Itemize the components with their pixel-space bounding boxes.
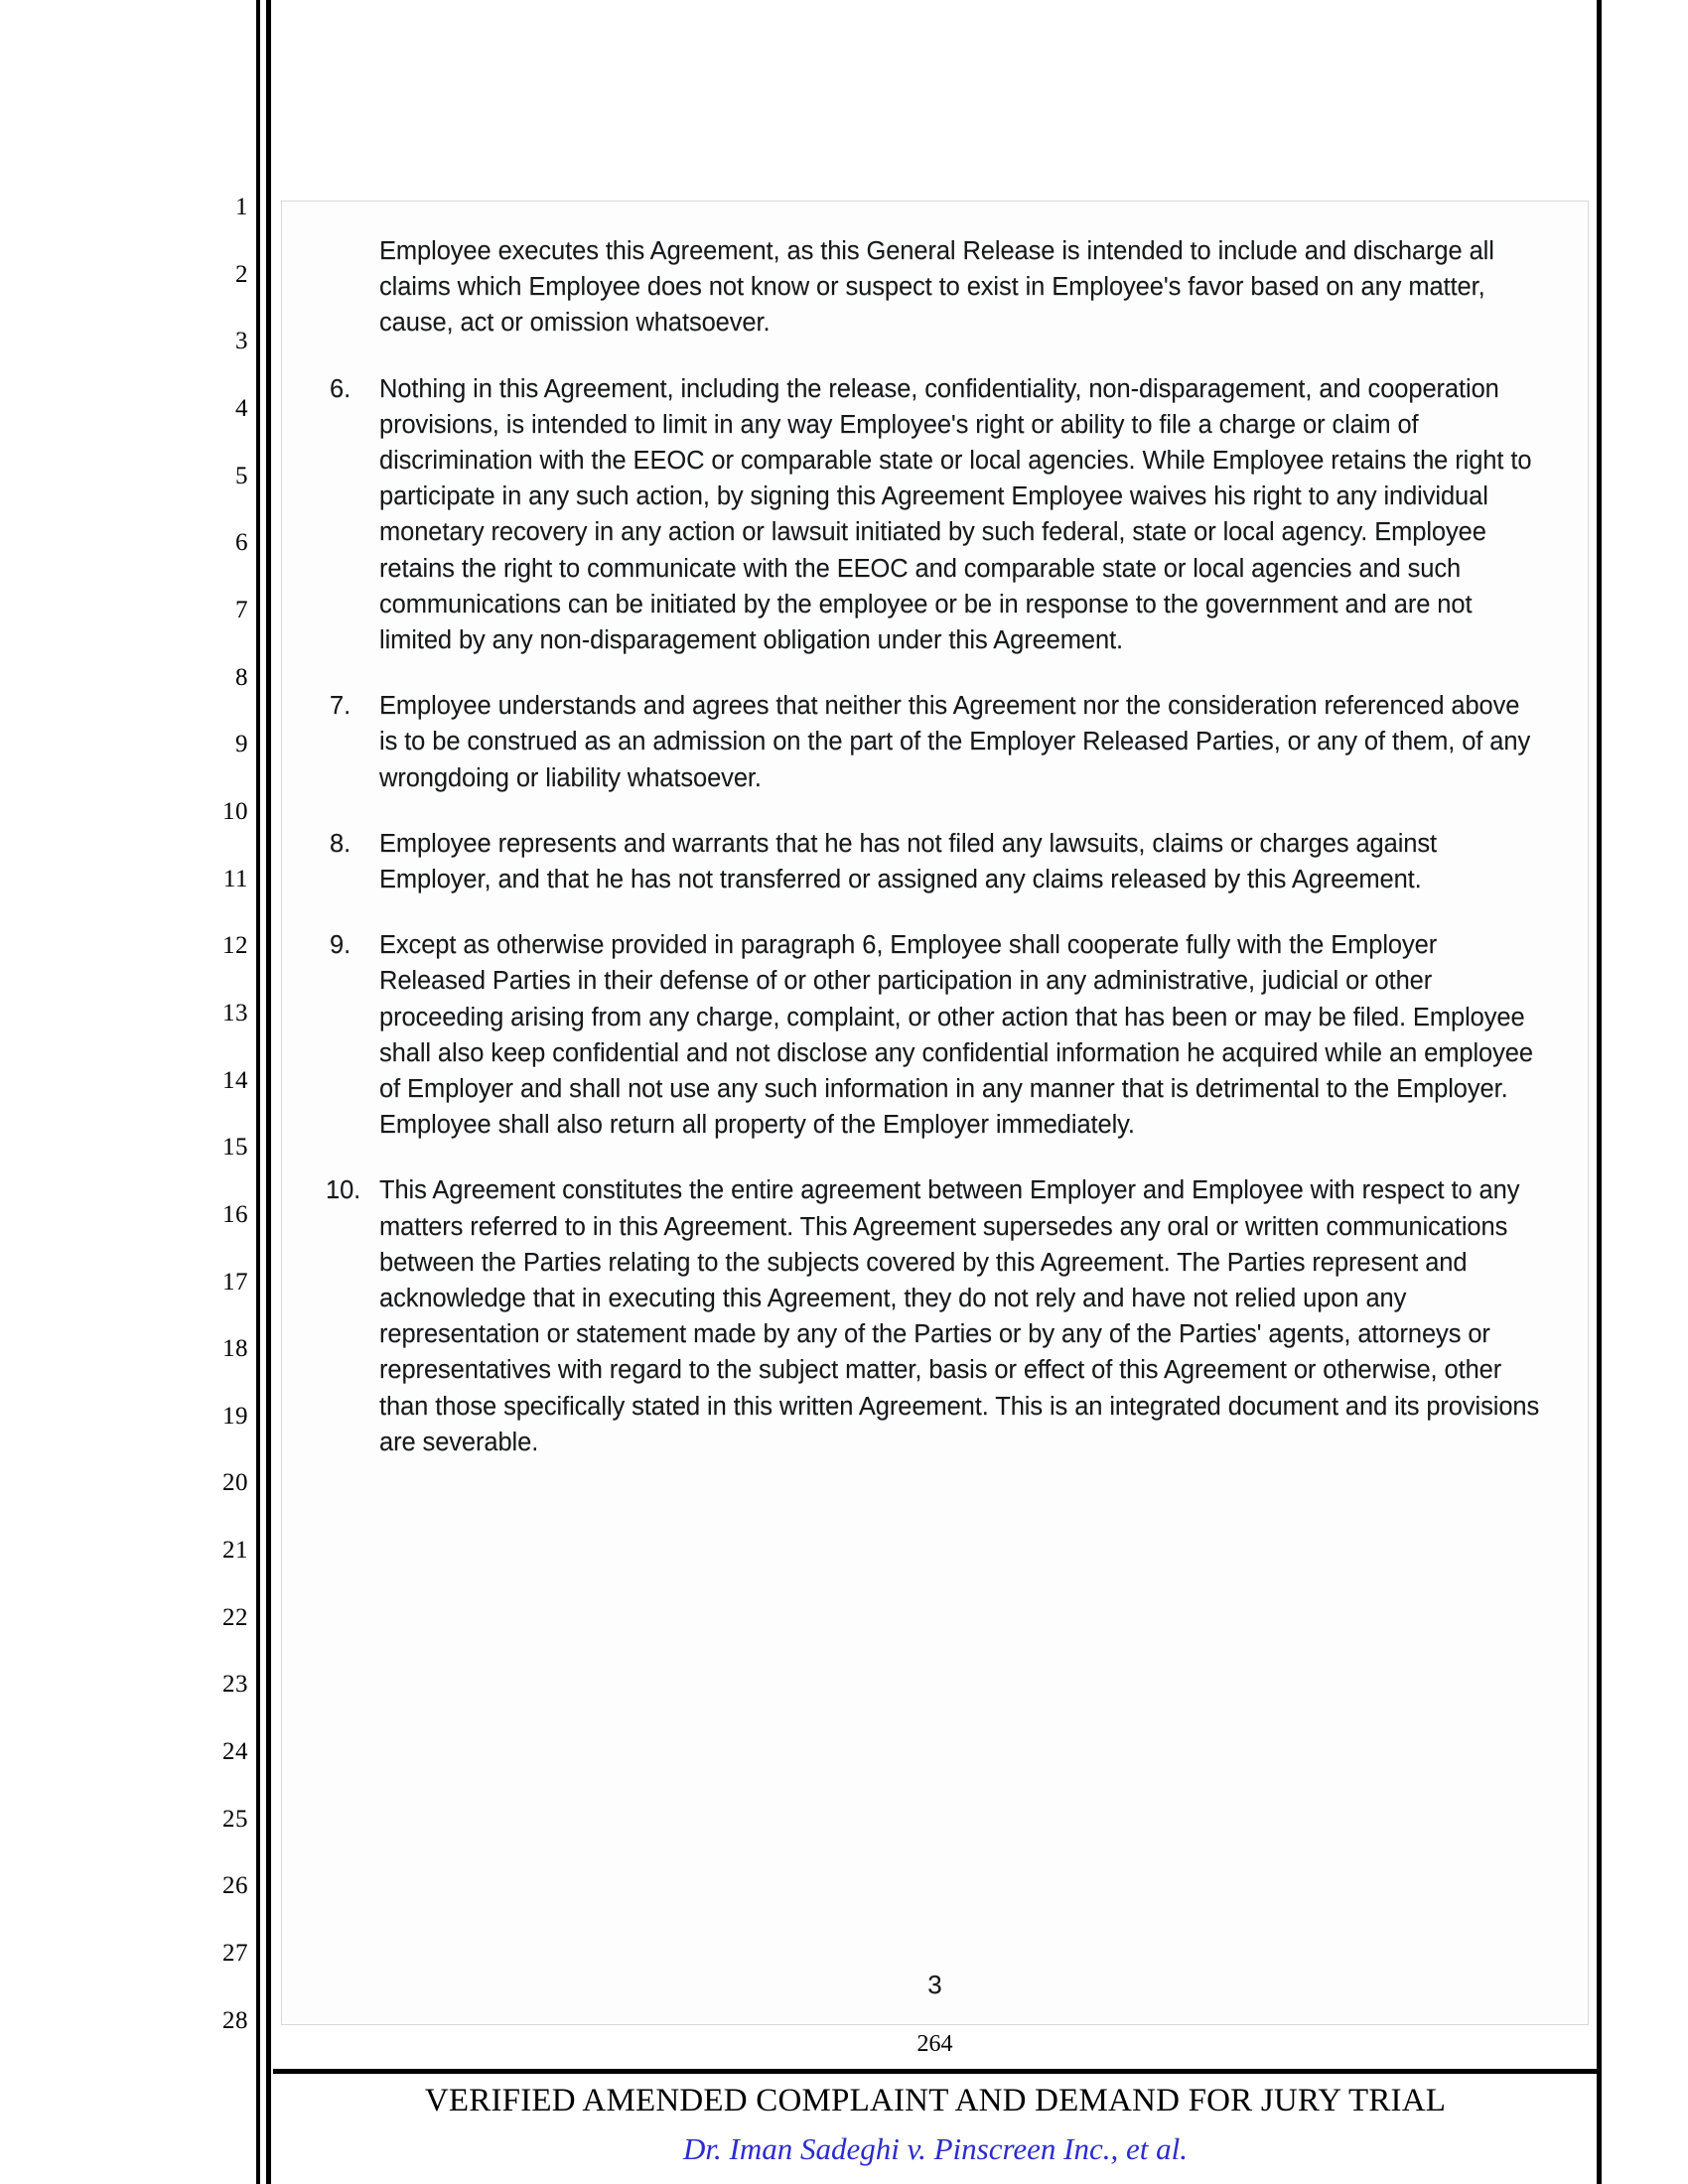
clause-number: 6. (330, 374, 352, 403)
left-margin-rule-outer (256, 0, 260, 2184)
line-number: 8 (235, 663, 248, 691)
line-number: 11 (222, 865, 248, 892)
line-number: 7 (235, 596, 248, 623)
clause-number: 9. (330, 931, 352, 960)
line-number: 26 (222, 1872, 248, 1900)
lead-paragraph: Employee executes this Agreement, as this General Release is intended to include and discharge all claims which Employee does not know or suspect to exist in Employee's favor based on any matter, cause, act or omission whatsoever. (379, 237, 1494, 338)
clause-item (326, 1172, 1544, 1460)
line-number: 24 (222, 1738, 248, 1766)
line-number: 13 (222, 999, 248, 1026)
line-number-column (199, 195, 248, 2033)
numbered-clause-list (326, 371, 1544, 1460)
bates-number: 264 (916, 2031, 953, 2057)
clause-text: Nothing in this Agreement, including the release, confidentiality, non-disparagement, and cooperation provisions, is intended to limit in any way Employee's right or ability to file a charge or claim of discrimination with the EEOC or comparable state or local agencies. While Employee retains the right to participate in any such action, by signing this Agreement Employee waives his right to any individual monetary recovery in any action or lawsuit initiated by such federal, state or local agency. Employee retains the right to communicate with the EEOC and comparable state or local agencies and such communications can be initiated by the employee or be in response to the government and are not limited by any non-disparagement obligation under this Agreement. (379, 374, 1532, 655)
line-number: 17 (222, 1268, 248, 1296)
clause-item (326, 688, 1544, 796)
footer-separator-rule (273, 2069, 1598, 2074)
line-number: 18 (222, 1335, 248, 1363)
line-number: 5 (235, 462, 248, 489)
line-number: 15 (222, 1134, 248, 1161)
line-number: 25 (222, 1805, 248, 1833)
line-number: 19 (222, 1402, 248, 1430)
line-number: 27 (222, 1940, 248, 1968)
scanned-exhibit-box (281, 201, 1589, 2025)
left-margin-rule-inner (266, 0, 271, 2184)
clause-item (326, 927, 1544, 1143)
clause-text: Except as otherwise provided in paragraph 6, Employee shall cooperate fully with the Employer Released Parties in their defense of or other participation in any administrative, judicial or other proceeding arising from any charge, complaint, or other action that has been or may be filed. Employee shall also keep confidential and not disclose any confidential information he acquired while an employee of Employer and shall not use any such information in any manner that is detrimental to the Employer. Employee shall also return all property of the Employer immediately. (379, 931, 1533, 1140)
footer-title: VERIFIED AMENDED COMPLAINT AND DEMAND FOR JURY TRIAL (424, 2083, 1447, 2118)
line-number: 4 (235, 394, 248, 422)
line-number: 10 (222, 797, 248, 825)
clause-text: This Agreement constitutes the entire agreement between Employer and Employee with respect to any matters referred to in this Agreement. This Agreement supersedes any oral or written communications between the Parties relating to the subjects covered by this Agreement. The Parties represent and acknowledge that in executing this Agreement, they do not rely and have not relied upon any representation or statement made by any of the Parties or by any of the Parties' agents, attorneys or representatives with regard to the subject matter, basis or effect of this Agreement or otherwise, other than those specifically stated in this written Agreement. This is an integrated document and its provisions are severable. (379, 1176, 1540, 1456)
line-number: 12 (222, 932, 248, 960)
line-number: 6 (235, 529, 248, 557)
clause-number: 10. (326, 1176, 361, 1205)
footer-case-caption: Dr. Iman Sadeghi v. Pinscreen Inc., et al. (683, 2131, 1188, 2166)
line-number: 28 (222, 2006, 248, 2034)
clause-number: 8. (330, 829, 352, 858)
scanned-exhibit-content (282, 202, 1588, 2024)
clause-item (326, 826, 1544, 897)
line-number: 20 (222, 1469, 248, 1497)
line-number: 22 (222, 1603, 248, 1631)
line-number: 21 (222, 1537, 248, 1565)
clause-text: Employee represents and warrants that he has not filed any lawsuits, claims or charges against Employer, and that he has not transferred or assigned any claims released by this Agreement. (379, 829, 1437, 894)
line-number: 16 (222, 1200, 248, 1228)
scanned-page-number: 3 (927, 1970, 942, 1999)
clause-text: Employee understands and agrees that neither this Agreement nor the consideration referenced above is to be construed as an admission on the part of the Employer Released Parties, or any of them, of any wrongdoing or liability whatsoever. (379, 692, 1531, 792)
line-number: 3 (235, 328, 248, 355)
line-number: 1 (235, 194, 248, 220)
right-margin-rule (1597, 0, 1602, 2184)
line-number: 9 (235, 731, 248, 758)
line-number: 14 (222, 1066, 248, 1094)
clause-item (326, 371, 1544, 659)
line-number: 23 (222, 1671, 248, 1699)
clause-number: 7. (330, 692, 352, 721)
line-number: 2 (235, 260, 248, 288)
